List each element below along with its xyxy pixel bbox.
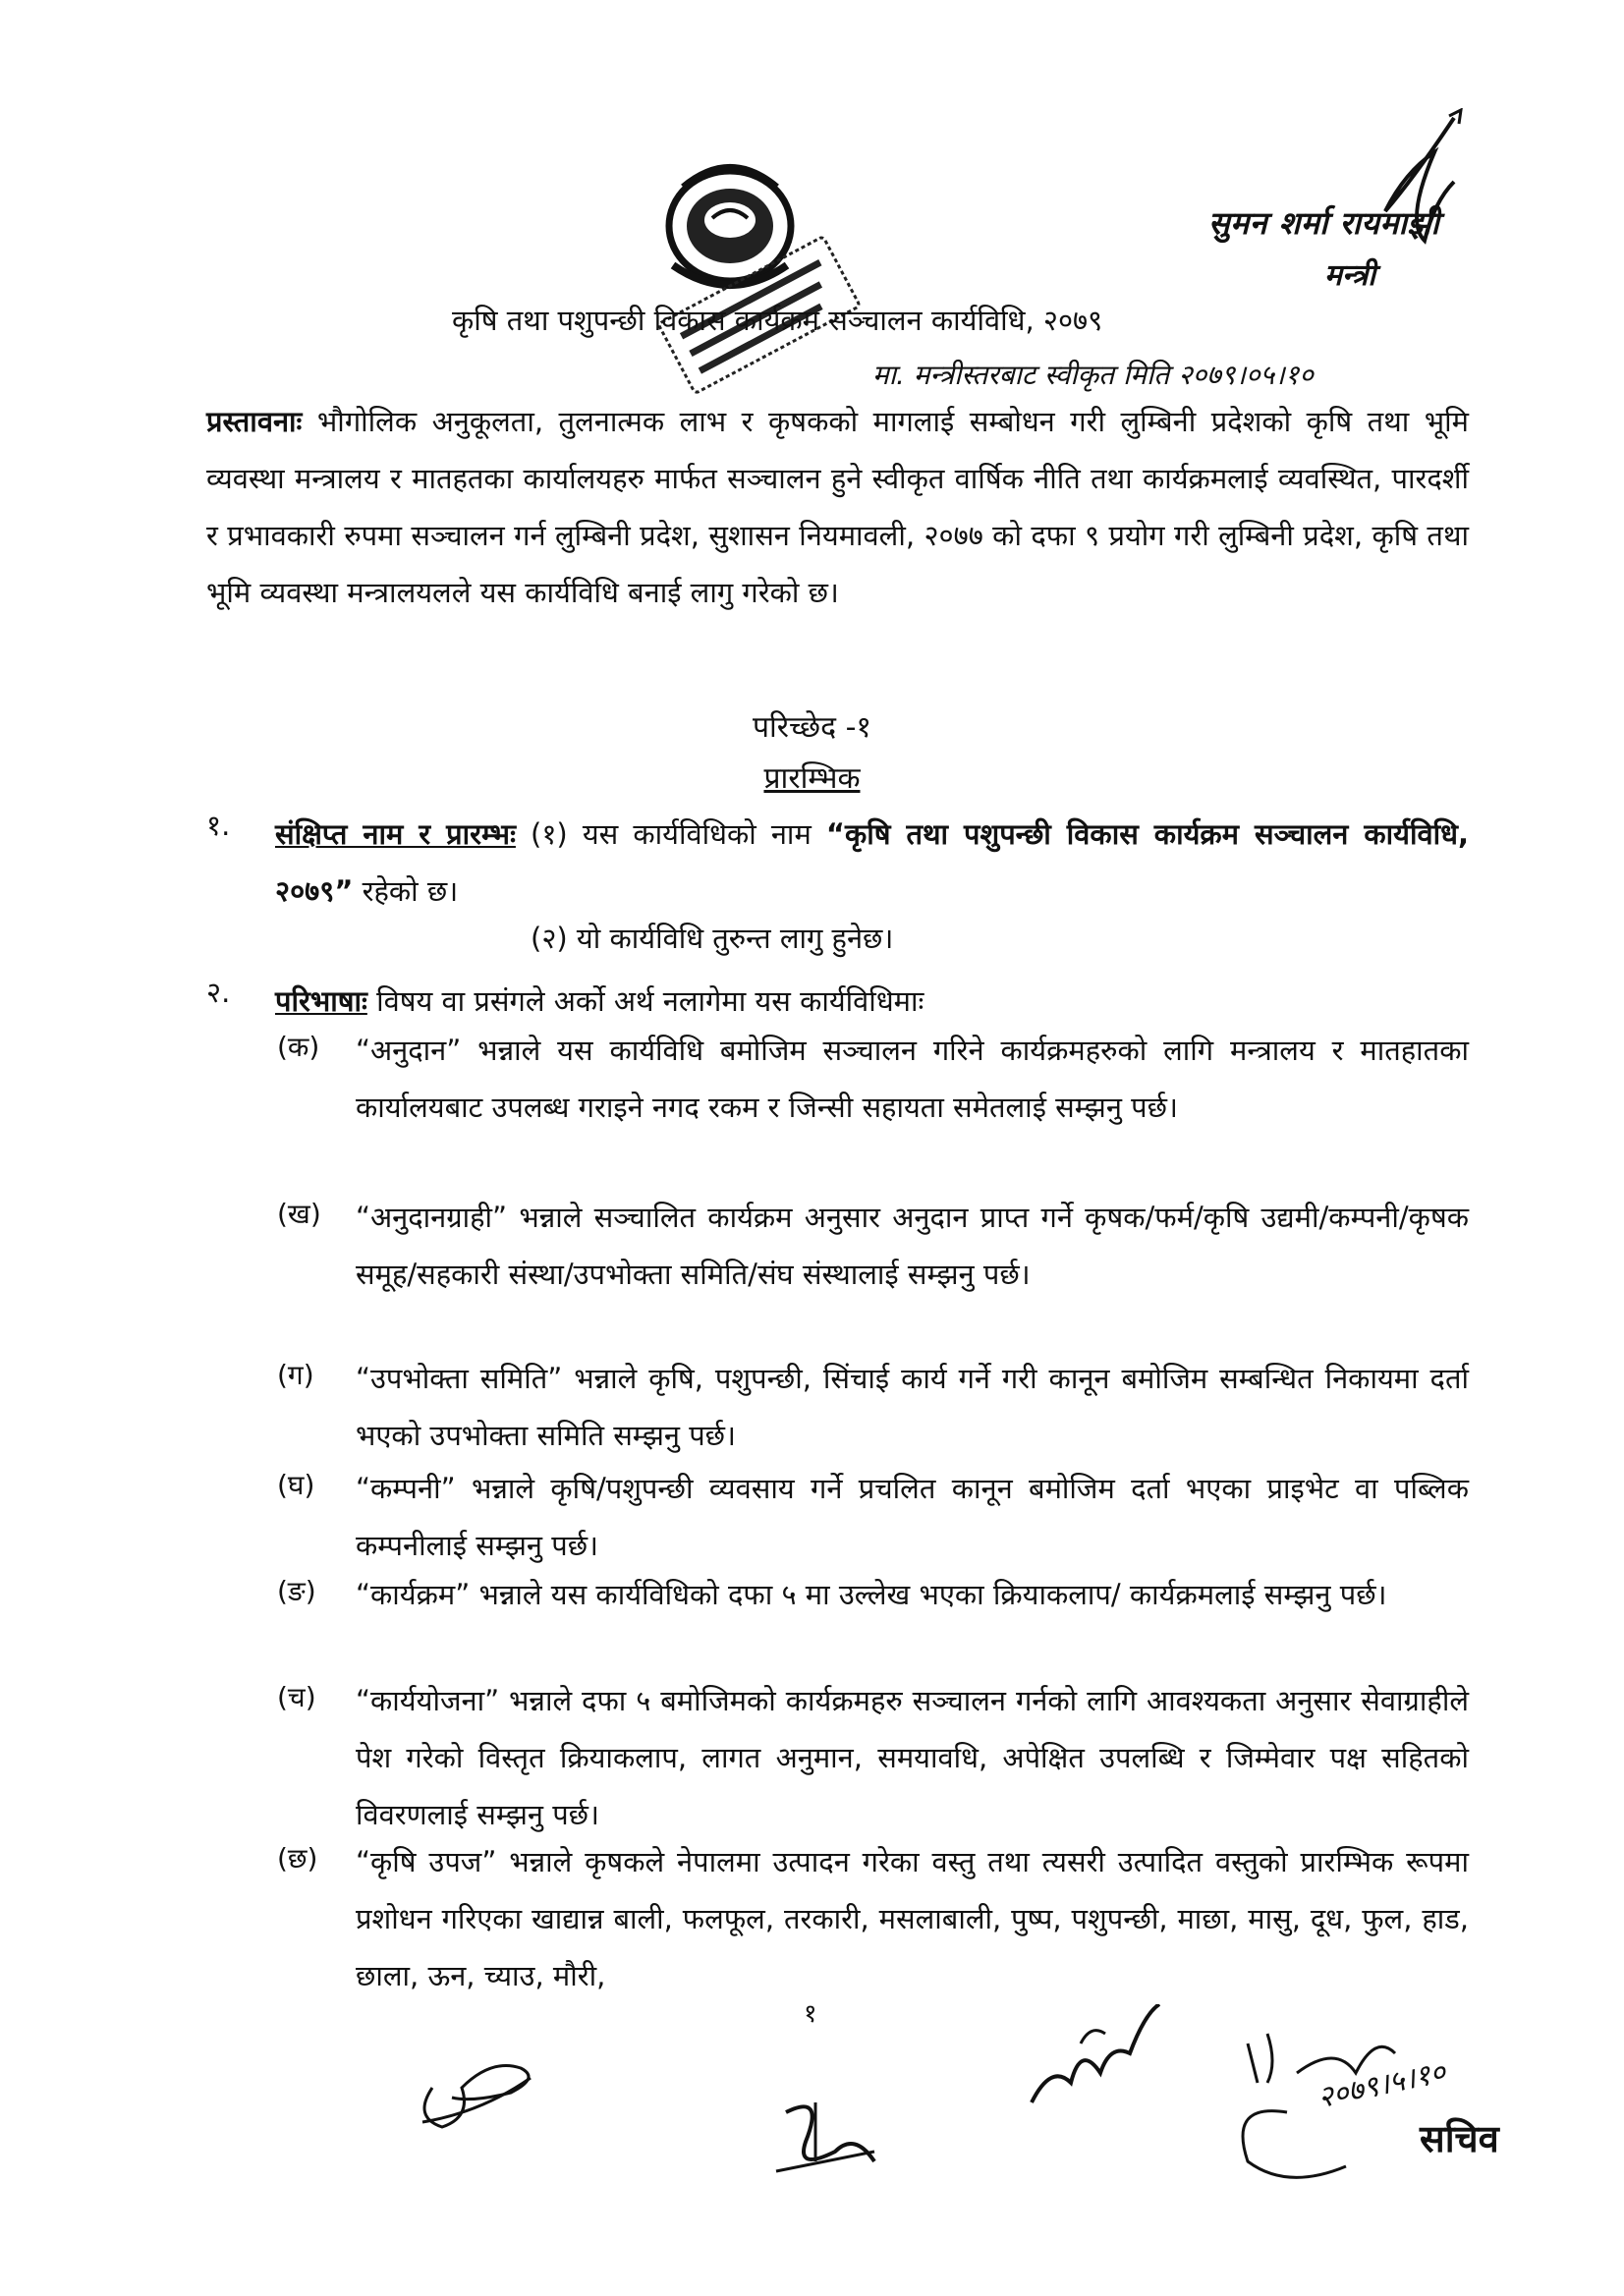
section-1-subclause: (२) यो कार्यविधि तुरुन्त लागु हुनेछ। (531, 922, 894, 955)
secretary-signature (1208, 2004, 1425, 2201)
approval-date: मा. मन्त्रीस्तरबाट स्वीकृत मिति २०७९।०५।१० (872, 359, 1314, 391)
definition-text: “कृषि उपज” भन्नाले कृषकले नेपालमा उत्पादन गरेका वस्तु तथा त्यसरी उत्पादित वस्तुको प्रारम्भिक रूपमा प्रशोधन गरिएका खाद्यान्न बाली, फलफूल, तरकारी, मसलाबाली, पुष्प, पशुपन्छी, माछा, मासु, दूध, फुल, हाड, छाला, ऊन, च्याउ, मौरी, (356, 1845, 1469, 1992)
preamble-label: प्रस्तावनाः (206, 405, 303, 438)
definition-label: (च) (277, 1681, 316, 1713)
page-number: १ (804, 1999, 817, 2029)
signature (756, 2073, 904, 2201)
definition-text: “कम्पनी” भन्नाले कृषि/पशुपन्छी व्यवसाय गर्ने प्रचलित कानून बमोजिम दर्ता भएका प्राइभेट वा पब्लिक कम्पनीलाई सम्झनु पर्छ। (356, 1472, 1469, 1562)
section-1 (275, 806, 1469, 920)
section-number: २. (206, 976, 231, 1009)
section-text-end: रहेको छ। (353, 874, 459, 908)
definition-text: “अनुदान” भन्नाले यस कार्यविधि बमोजिम सञ्चालन गरिने कार्यक्रमहरुको लागि मन्त्रालय र मातहातका कार्यालयबाट उपलब्ध गराइने नगद रकम र जिन्सी सहायता समेतलाई सम्झनु पर्छ। (356, 1034, 1469, 1124)
definition-text: “कार्ययोजना” भन्नाले दफा ५ बमोजिमको कार्यक्रमहरु सञ्चालन गर्नको लागि आवश्यकता अनुसार सेवाग्राहीले पेश गरेको विस्तृत क्रियाकलाप, लागत अनुमान, समयावधि, अपेक्षित उपलब्धि र जिम्मेवार पक्ष सहितको विवरणलाई सम्झनु पर्छ। (356, 1684, 1469, 1831)
definition-label: (ग) (277, 1359, 314, 1391)
section-heading: संक्षिप्त नाम र प्रारम्भः (275, 817, 516, 851)
section-number: १. (206, 809, 231, 842)
definition-text: “अनुदानग्राही” भन्नाले सञ्चालित कार्यक्रम अनुसार अनुदान प्राप्त गर्ने कृषक/फर्म/कृषि उद्यमी/कम्पनी/कृषक समूह/सहकारी संस्था/उपभोक्ता समिति/संघ संस्थालाई सम्झनु पर्छ। (356, 1201, 1469, 1291)
secretary-label: सचिव (1420, 2116, 1499, 2160)
definition-label: (ख) (277, 1198, 321, 1230)
document-title: कृषि तथा पशुपन्छी विकास कार्यक्रम सञ्चालन कार्यविधि, २०७९ (452, 304, 1103, 337)
definition-text: “कार्यक्रम” भन्नाले यस कार्यविधिको दफा ५ मा उल्लेख भएका क्रियाकलाप/ कार्यक्रमलाई सम्झनु पर्छ। (356, 1578, 1387, 1611)
signature (1012, 2004, 1179, 2122)
preamble-text: भौगोलिक अनुकूलता, तुलनात्मक लाभ र कृषकको मागलाई सम्बोधन गरी लुम्बिनी प्रदेशको कृषि तथा भूमि व्यवस्था मन्त्रालय र मातहतका कार्यालयहरु मार्फत सञ्चालन हुने स्वीकृत वार्षिक नीति तथा कार्यक्रमलाई व्यवस्थित, पारदर्शी र प्रभावकारी रुपमा सञ्चालन गर्न लुम्बिनी प्रदेश, सुशासन नियमावली, २०७७ को दफा ९ प्रयोग गरी लुम्बिनी प्रदेश, कृषि तथा भूमि व्यवस्था मन्त्रालयलले यस कार्यविधि बनाई लागु गरेको छ। (206, 405, 1469, 609)
procedure-name: “कृषि तथा पशुपन्छी विकास कार्यक्रम सञ्चालन कार्यविधि, २०७९” (275, 817, 1469, 908)
minister-title: मन्त्री (1324, 258, 1376, 293)
chapter-name: प्रारम्भिक (763, 761, 861, 796)
preamble (206, 393, 1469, 621)
definition-label: (घ) (277, 1469, 315, 1501)
definition-label: (ङ) (277, 1575, 316, 1607)
minister-name: सुमन शर्मा रायमाझी (1208, 204, 1440, 242)
definition-label: (छ) (277, 1842, 318, 1875)
definition-text: “उपभोक्ता समिति” भन्नाले कृषि, पशुपन्छी, सिंचाई कार्य गर्ने गरी कानून बमोजिम सम्बन्धित निकायमा दर्ता भएको उपभोक्ता समिति सम्झनु पर्छ। (356, 1362, 1469, 1452)
chapter-number: परिच्छेद -१ (752, 710, 872, 745)
signature (393, 2029, 570, 2137)
definition-label: (क) (277, 1031, 320, 1063)
signature-date: २०७९।५।१० (1315, 2054, 1449, 2116)
section-text: विषय वा प्रसंगले अर्को अर्थ नलागेमा यस कार्यविधिमाः (366, 984, 924, 1018)
section-heading: परिभाषाः (275, 984, 367, 1018)
section-text: (१) यस कार्यविधिको नाम (515, 817, 826, 851)
